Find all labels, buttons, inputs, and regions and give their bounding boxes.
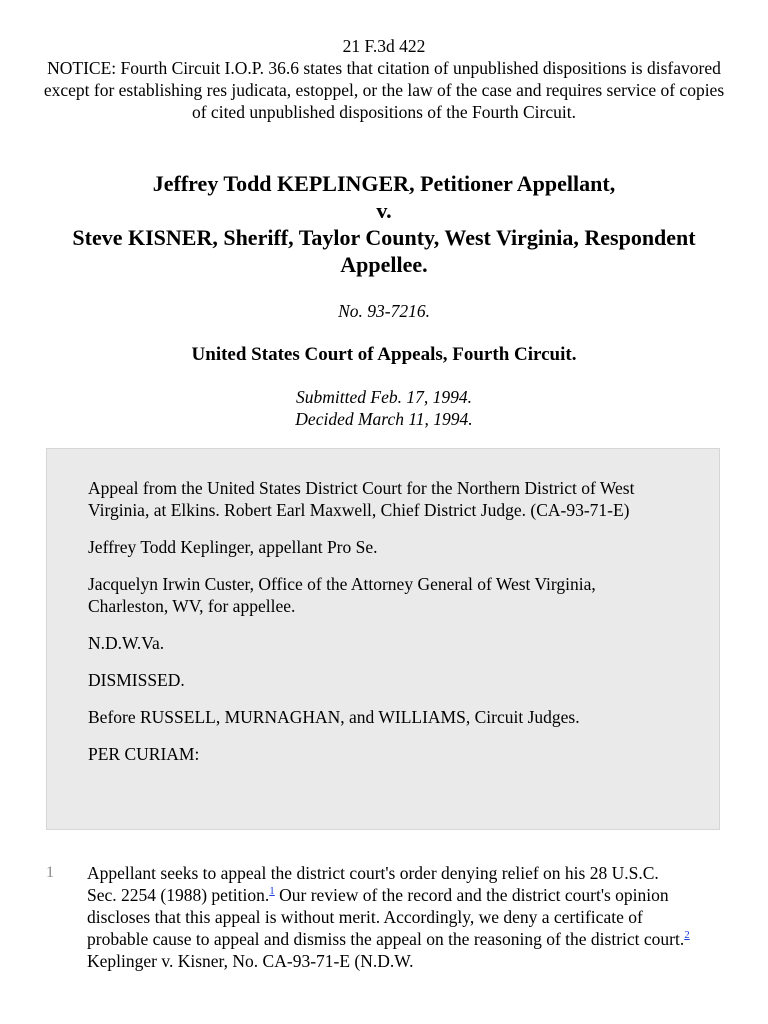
case-info-box: [46, 448, 720, 830]
opinion-text-1: Appellant seeks to appeal the district court's order denying relief on his 28 U.S.C. Sec. 2254 (1988) petition.: [87, 863, 659, 905]
footnote-link-1[interactable]: 1: [269, 885, 275, 898]
submitted-date: Submitted Feb. 17, 1994.: [296, 387, 472, 407]
opinion-paragraph: [87, 862, 691, 972]
appeal-from: Appeal from the United States District Court for the Northern District of West Virginia, at Elkins. Robert Earl Maxwell, Chief District Judge. (CA-93-71-E): [88, 478, 635, 520]
case-caption: [40, 170, 728, 278]
unpublished-notice: NOTICE: Fourth Circuit I.O.P. 36.6 states that citation of unpublished dispositions is disfavored except for establishing res judicata, estoppel, or the law of the case and requires service of copies of cited unpublished dispositions of the Fourth Circuit.: [43, 58, 725, 122]
paragraph-number: 1: [46, 864, 54, 881]
decided-date: Decided March 11, 1994.: [295, 409, 473, 429]
respondent-name: Steve KISNER, Sheriff, Taylor County, West Virginia, Respondent Appellee.: [72, 225, 696, 277]
petitioner-name: Jeffrey Todd KEPLINGER, Petitioner Appellant,: [152, 171, 616, 196]
footnote-link-2[interactable]: 2: [684, 929, 690, 942]
case-dates: [40, 386, 728, 430]
appellee-counsel: Jacquelyn Irwin Custer, Office of the Attorney General of West Virginia, Charleston, WV, for appellee.: [88, 574, 596, 616]
opinion-text-3: Keplinger v. Kisner, No. CA-93-71-E (N.D.W.: [87, 951, 414, 971]
appellant-counsel: Jeffrey Todd Keplinger, appellant Pro Se.: [88, 537, 378, 557]
district: N.D.W.Va.: [88, 633, 165, 653]
citation: 21 F.3d 422: [342, 36, 426, 56]
versus: v.: [376, 198, 392, 223]
disposition: DISMISSED.: [88, 670, 185, 690]
docket-number: No. 93-7216.: [338, 301, 430, 321]
panel-judges: Before RUSSELL, MURNAGHAN, and WILLIAMS, Circuit Judges.: [88, 707, 580, 727]
document-header: [40, 35, 728, 123]
per-curiam: PER CURIAM:: [88, 744, 200, 764]
court-name: United States Court of Appeals, Fourth Circuit.: [191, 344, 577, 365]
opinion-text-2: Our review of the record and the district court's opinion discloses that this appeal is without merit. Accordingly, we deny a certificate of probable cause to appeal and dismiss the appeal on the reasoning of the district court.: [87, 885, 685, 949]
